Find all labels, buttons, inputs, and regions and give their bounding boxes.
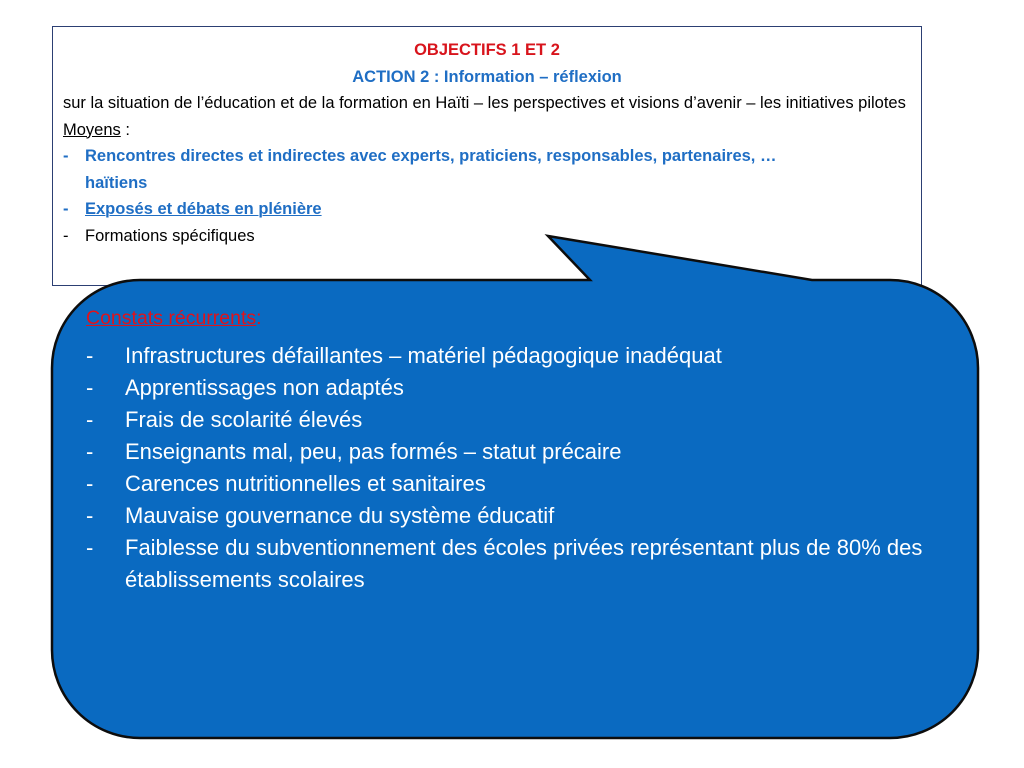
- constats-label: Constats récurrents: [86, 307, 257, 329]
- mean-dash: -: [63, 200, 69, 218]
- list-dash: -: [86, 375, 94, 400]
- callout-content: [80, 304, 950, 596]
- action-description: sur la situation de l’éducation et de la formation en Haïti – les perspectives et visions d’avenir – les initiatives pilotes: [63, 94, 906, 112]
- mean-text-continued: haïtiens: [85, 173, 148, 192]
- list-dash: -: [86, 407, 94, 432]
- list-dash: -: [86, 503, 94, 528]
- list-text: Infrastructures défaillantes – matériel pédagogique inadéquat: [125, 343, 722, 368]
- list-text: Apprentissages non adaptés: [125, 375, 404, 400]
- list-item: [80, 372, 950, 404]
- moyens-label: Moyens: [63, 120, 121, 139]
- list-item: [80, 532, 950, 596]
- list-item: [80, 436, 950, 468]
- objectifs-title: OBJECTIFS 1 ET 2: [414, 41, 560, 59]
- list-text: Carences nutritionnelles et sanitaires: [125, 471, 486, 496]
- list-item: [80, 404, 950, 436]
- list-text: Frais de scolarité élevés: [125, 407, 363, 432]
- mean-text: Rencontres directes et indirectes avec experts, praticiens, responsables, partenaires, …: [85, 147, 777, 165]
- moyens-colon: :: [120, 120, 130, 139]
- list-text: Faiblesse du subventionnement des écoles privées représentant plus de 80% des établissements scolaires: [125, 535, 923, 592]
- mean-dash: -: [63, 226, 69, 245]
- mean-dash: -: [63, 147, 69, 165]
- list-text: Enseignants mal, peu, pas formés – statut précaire: [125, 439, 622, 464]
- mean-text: Exposés et débats en plénière: [85, 200, 322, 218]
- list-text: Mauvaise gouvernance du système éducatif: [125, 503, 555, 528]
- list-dash: -: [86, 343, 94, 368]
- list-dash: -: [86, 535, 94, 560]
- list-item: [80, 468, 950, 500]
- constats-heading: [86, 304, 950, 332]
- mean-text: Formations spécifiques: [85, 226, 255, 245]
- list-dash: -: [86, 439, 94, 464]
- list-item: [80, 500, 950, 532]
- constats-list: [80, 340, 950, 596]
- list-item: [80, 340, 950, 372]
- constats-colon: :: [256, 307, 262, 329]
- action-title: ACTION 2 : Information – réflexion: [352, 67, 622, 86]
- list-dash: -: [86, 471, 94, 496]
